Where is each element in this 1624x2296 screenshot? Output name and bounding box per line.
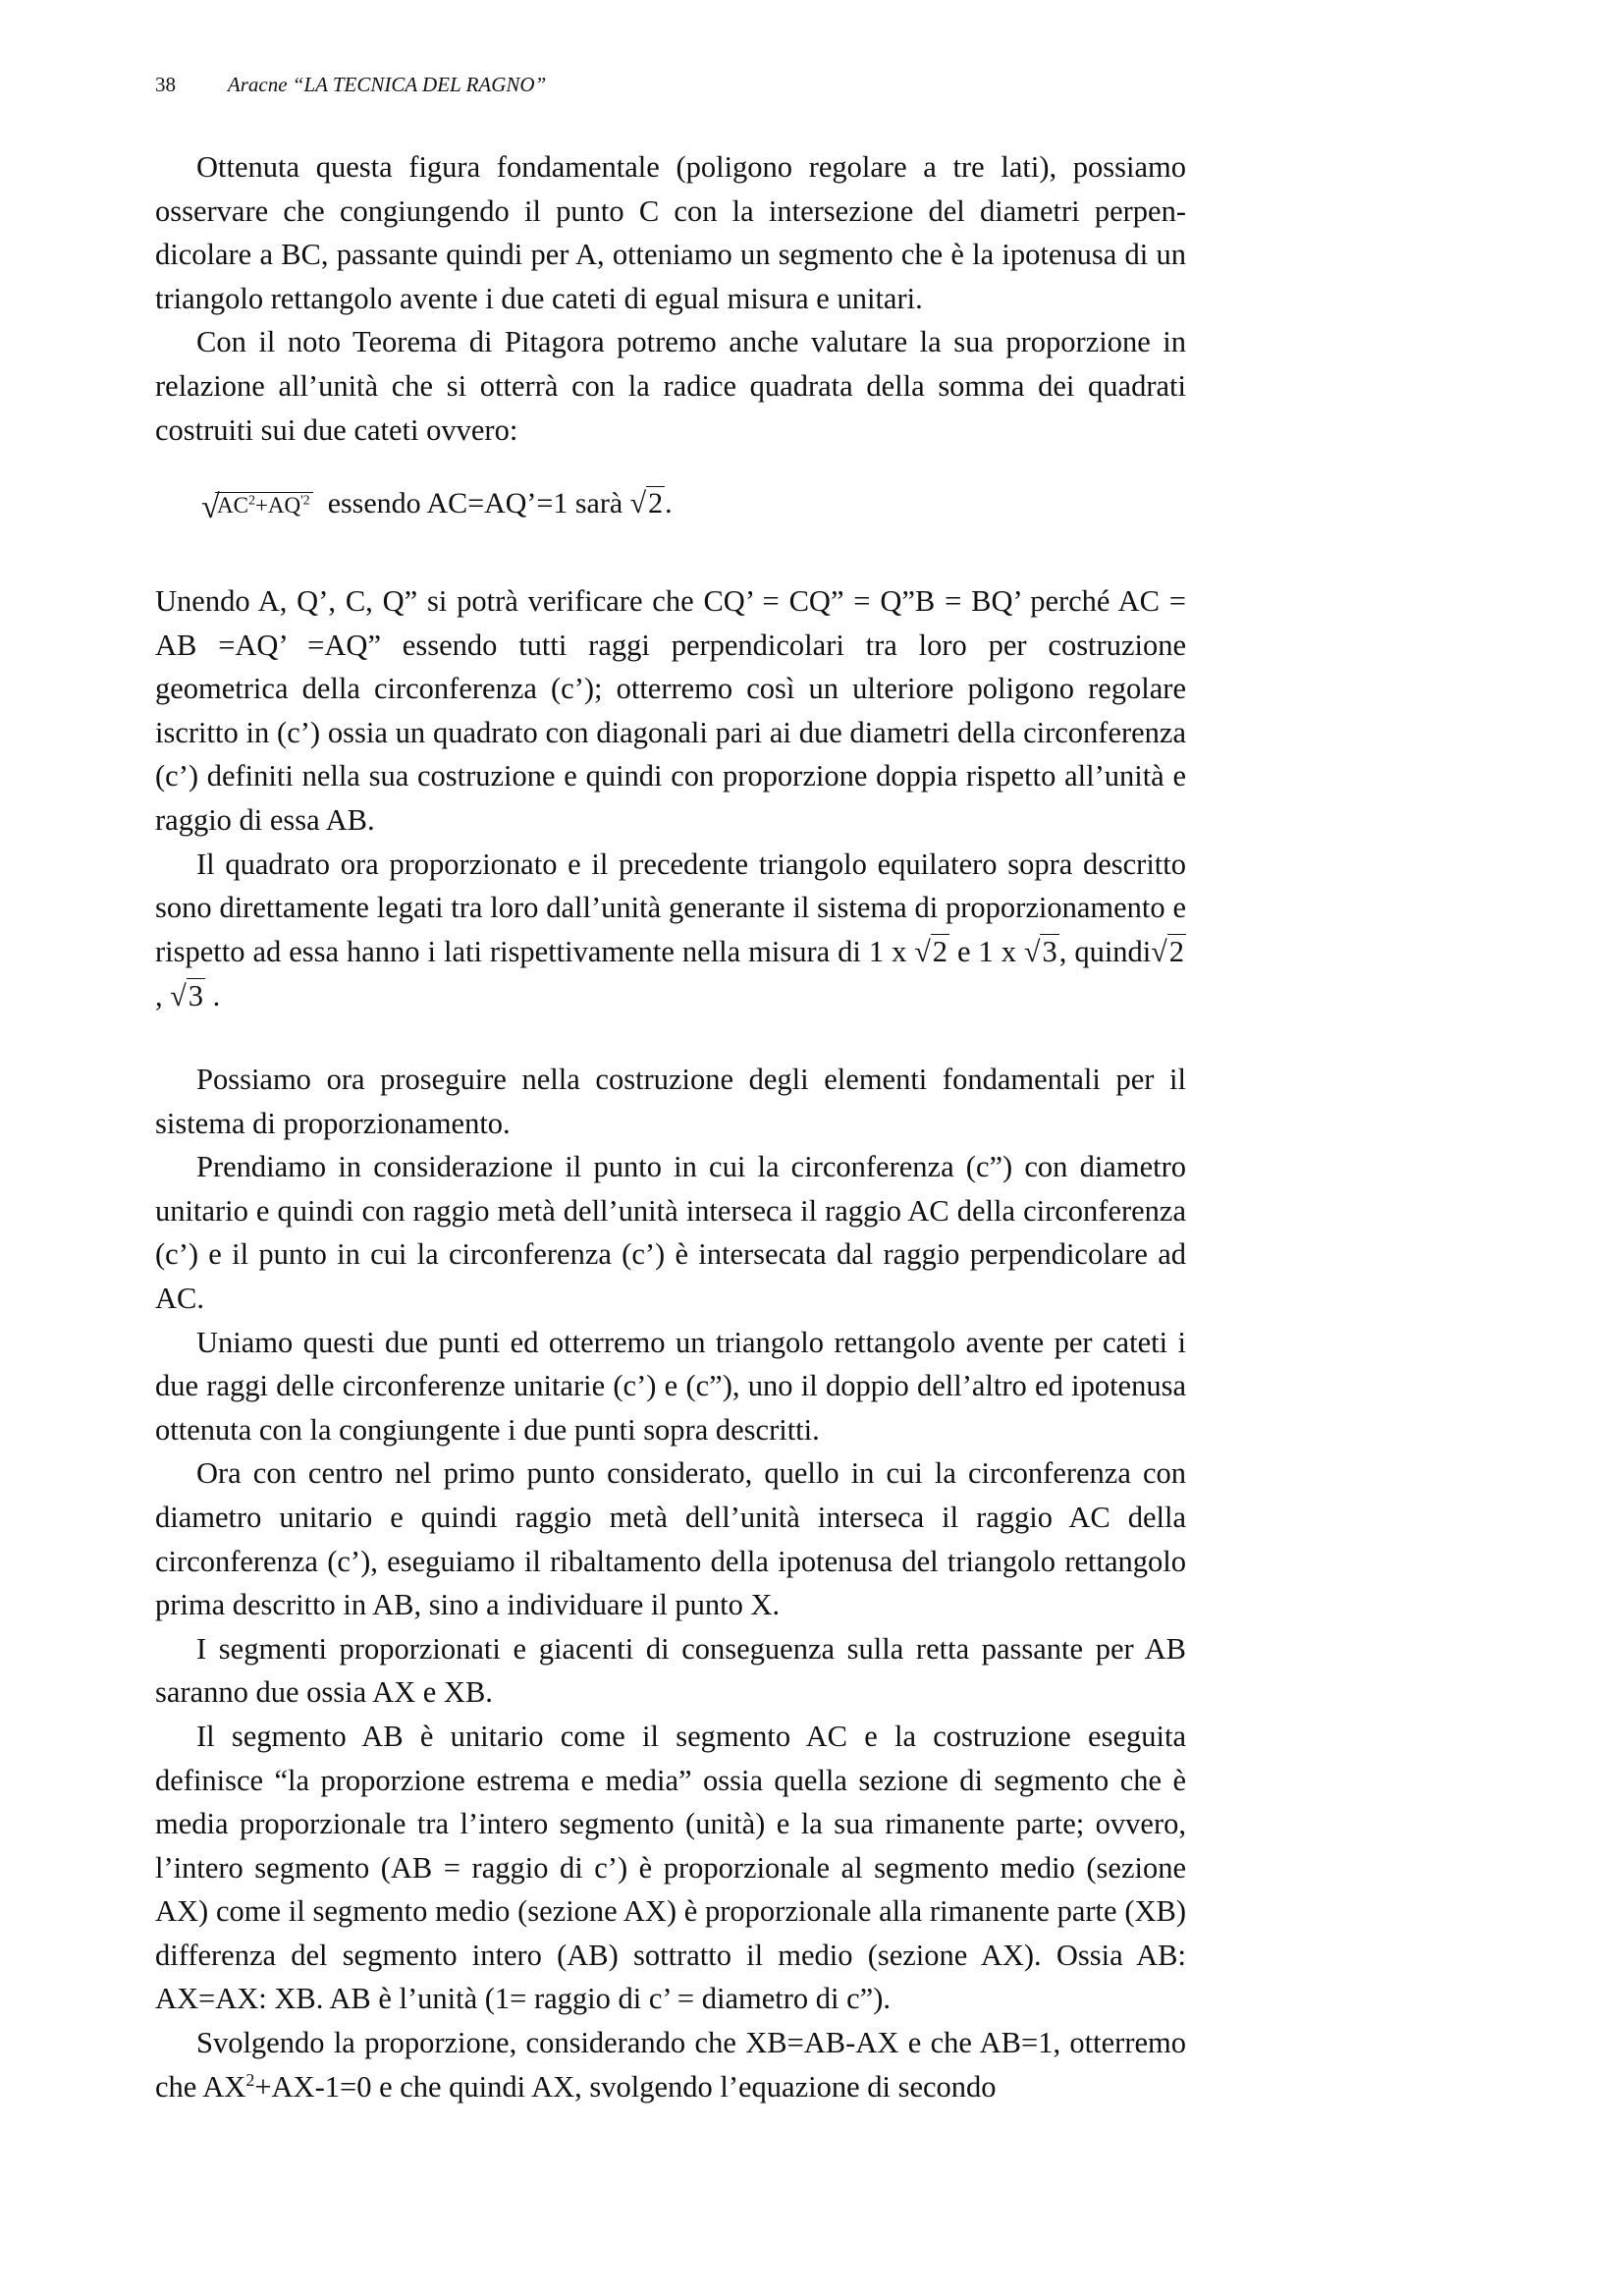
paragraph-with-roots: Il quadrato ora proporzionato e il precedente triangolo equilatero sopra descritto sono direttamente legati tra loro dall’unità generante il sistema di proporzionamento e rispetto ad essa hanno i lati rispettivamente nella misura di 1 x √2 e 1 x √3, quindi√2 , √3 .	[155, 847, 1186, 1013]
text-block-1	[155, 145, 1186, 452]
sqrt-two: √2	[1151, 934, 1185, 968]
paragraph: Il segmento AB è unitario come il segmento AC e la costruzione eseguita definisce “la proporzione estrema e media” ossia quella sezione di segmento che è media proporzionale tra l’intero segmento (unità) e la sua rimanente parte; ovvero, l’intero segmento (AB = raggio di c’) è proporzionale al segmento medio (sezione AX) come il segmento medio (sezione AX) è proporzionale alla rimanente parte (XB) differenza del segmento intero (AB) sottratto il medio (sezione AX). Ossia AB: AX=AX: XB. AB è l’unità (1= raggio di c’ = diametro di c”).	[155, 1719, 1186, 2016]
text-block-3	[155, 1058, 1186, 2108]
running-header	[155, 73, 1235, 97]
radicand: $AC^2+AQ^{'2}$	[215, 492, 313, 518]
text-block-2	[155, 579, 1186, 1019]
paragraph: Possiamo ora proseguire nella costruzione degli elementi fondamentali per il sistema di proporzionamento.	[155, 1063, 1186, 1140]
paragraph: Uniamo questi due punti ed otterremo un triangolo rettangolo avente per cateti i due raggi delle circonferenze unitarie (c’) e (c”), uno il doppio dell’altro ed ipotenusa ottenuta con la congiungente i due punti sopra descritti.	[155, 1325, 1186, 1447]
paragraph: Prendiamo in considerazione il punto in cui la circonferenza (c”) con diametro unitario e quindi con raggio metà dell’unità interseca il raggio AC della circonferenza (c’) e il punto in cui la circonferenza (c’) è intersecata dal raggio perpendicolare ad AC.	[155, 1150, 1186, 1315]
paragraph: Con il noto Teorema di Pitagora potremo anche valutare la sua proporzione in relazione all’unità che si otterrà con la radice quadrata della somma dei quadrati costruiti sui due cateti ovvero:	[155, 325, 1186, 447]
running-title: Aracne “LA TECNICA DEL RAGNO”	[227, 73, 547, 96]
radical-expression	[201, 487, 313, 525]
sqrt-three: √3	[170, 979, 203, 1013]
paragraph: Ora con centro nel primo punto considerato, quello in cui la circonferenza con diametro unitario e quindi raggio metà dell’unità interseca il raggio AC della circonferenza (c’), eseguiamo il ribaltamento della ipotenusa del triangolo rettangolo prima descritto in AB, sino a individuare il punto X.	[155, 1456, 1186, 1622]
formula-text: essendo AC=AQ’=1 sarà	[327, 487, 623, 519]
pythagoras-formula	[201, 487, 673, 525]
paragraph: Ottenuta questa figura fondamentale (poligono regolare a tre lati), possiamo osservare che congiungendo il punto C con la intersezione del diametri perpendicolare a BC, passante quindi per A, otteniamo un segmento che è la ipotenusa di un triangolo rettangolo avente i due cateti di egual misura e unitari.	[155, 150, 1186, 315]
paragraph: Svolgendo la proporzione, considerando che XB=AB-AX e che AB=1, otterremo che $AX^2+AX-1=0$ e che quindi AX, svolgendo l’equazione di secondo	[155, 2026, 1186, 2104]
sqrt-three: √3	[1024, 934, 1057, 968]
page-number: 38	[155, 73, 176, 96]
paragraph: I segmenti proporzionati e giacenti di conseguenza sulla retta passante per AB saranno due ossia AX e XB.	[155, 1631, 1186, 1710]
sqrt-two: √2	[629, 487, 664, 519]
formula-period: .	[665, 487, 673, 519]
radical-sign-icon: √	[201, 489, 220, 525]
paragraph: Unendo A, Q’, C, Q” si potrà verificare che CQ’ = CQ” = Q”B = BQ’ perché AC = AB =AQ’ =AQ” essendo tutti raggi perpendicolari tra loro per costruzione geometrica della circonferenza (c’); otterremo così un ulteriore poligono regolare iscritto in (c’) ossia un quadrato con diagonali pari ai due diametri della circonferenza (c’) definiti nella sua costruzione e quindi con proporzione doppia rispetto all’unità e raggio di essa AB.	[155, 584, 1186, 837]
sqrt-two: √2	[914, 934, 948, 968]
